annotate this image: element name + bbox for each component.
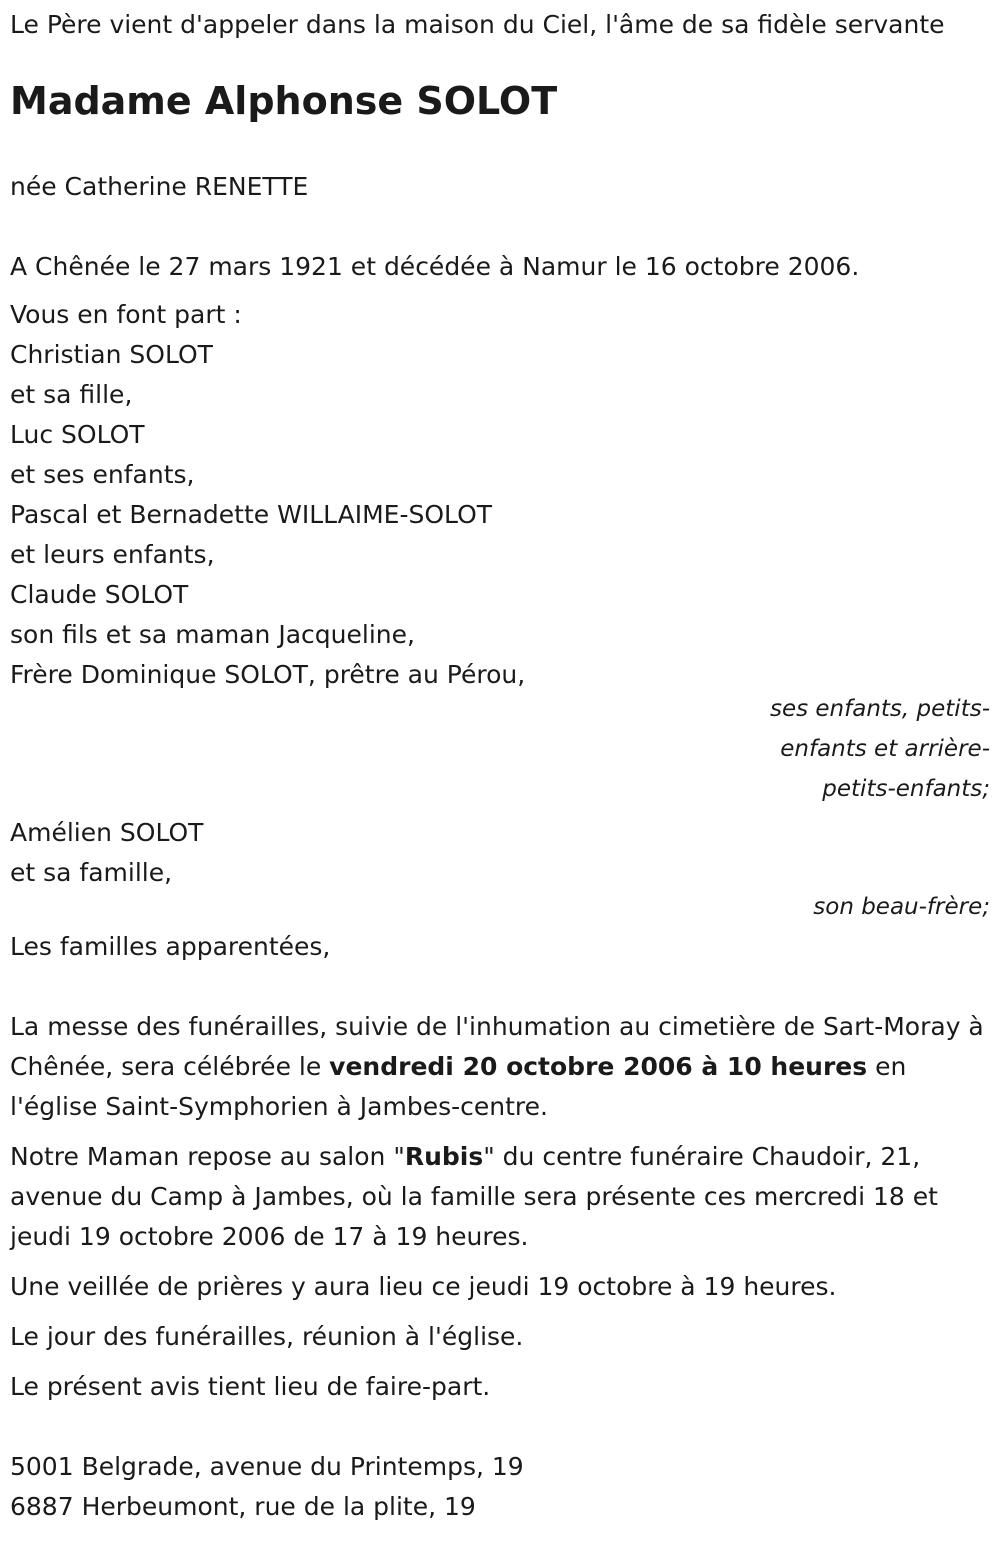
announcers-block: [10, 295, 990, 967]
families-line: Les familles apparentées,: [10, 932, 331, 961]
announcer-line: Luc SOLOT: [10, 420, 145, 449]
intro-text: Le Père vient d'appeler dans la maison du Ciel, l'âme de sa fidèle servante: [10, 10, 945, 39]
children-relation: [10, 689, 990, 809]
announcer-line: et sa famille,: [10, 858, 173, 887]
mass-date: vendredi 20 octobre 2006 à 10 heures: [329, 1052, 868, 1081]
relation-line: petits-enfants;: [822, 776, 990, 802]
part-intro: Vous en font part :: [10, 300, 242, 329]
announcer-line: Frère Dominique SOLOT, prêtre au Pérou,: [10, 660, 526, 689]
address-line: 6887 Herbeumont, rue de la plite, 19: [10, 1492, 476, 1521]
mass-paragraph: [10, 1007, 990, 1127]
rest-paragraph: [10, 1137, 990, 1257]
mass-text: La messe des funérailles, suivie de l'inhumation au cimetière de Sart-Moray à Chênée, sera célébrée le: [10, 1012, 984, 1081]
announcer-line: Pascal et Bernadette WILLAIME-SOLOT: [10, 500, 493, 529]
notice-paragraph: Le présent avis tient lieu de faire-part.: [10, 1372, 491, 1401]
announcer-line: et sa fille,: [10, 380, 133, 409]
relation-line: ses enfants, petits-: [769, 696, 990, 722]
announcer-line: Christian SOLOT: [10, 340, 213, 369]
announcer-line: et ses enfants,: [10, 460, 195, 489]
rest-text: Notre Maman repose au salon ": [10, 1142, 405, 1171]
deceased-name: Madame Alphonse SOLOT: [10, 79, 558, 123]
meeting-paragraph: Le jour des funérailles, réunion à l'église.: [10, 1322, 524, 1351]
relation-line: enfants et arrière-: [780, 736, 990, 762]
announcer-line: son fils et sa maman Jacqueline,: [10, 620, 415, 649]
announcer-line: Amélien SOLOT: [10, 818, 204, 847]
brother-block: [10, 813, 990, 893]
brother-relation: [10, 887, 990, 927]
addresses: [10, 1447, 990, 1527]
announcer-line: Claude SOLOT: [10, 580, 189, 609]
rest-text-end: " du centre funéraire Chaudoir, 21, avenue du Camp à Jambes, où la famille sera présente ces mercredi 18 et jeudi 19 octobre 2006 de 17 à 19 heures.: [10, 1142, 938, 1251]
birth-death-dates: A Chênée le 27 mars 1921 et décédée à Namur le 16 octobre 2006.: [10, 252, 860, 281]
address-line: 5001 Belgrade, avenue du Printemps, 19: [10, 1452, 524, 1481]
maiden-name: née Catherine RENETTE: [10, 172, 309, 201]
mass-text-end: en l'église Saint-Symphorien à Jambes-centre.: [10, 1052, 907, 1121]
announcer-line: et leurs enfants,: [10, 540, 215, 569]
salon-name: Rubis: [404, 1142, 484, 1171]
relation-line: son beau-frère;: [813, 894, 990, 920]
vigil-paragraph: Une veillée de prières y aura lieu ce jeudi 19 octobre à 19 heures.: [10, 1272, 837, 1301]
